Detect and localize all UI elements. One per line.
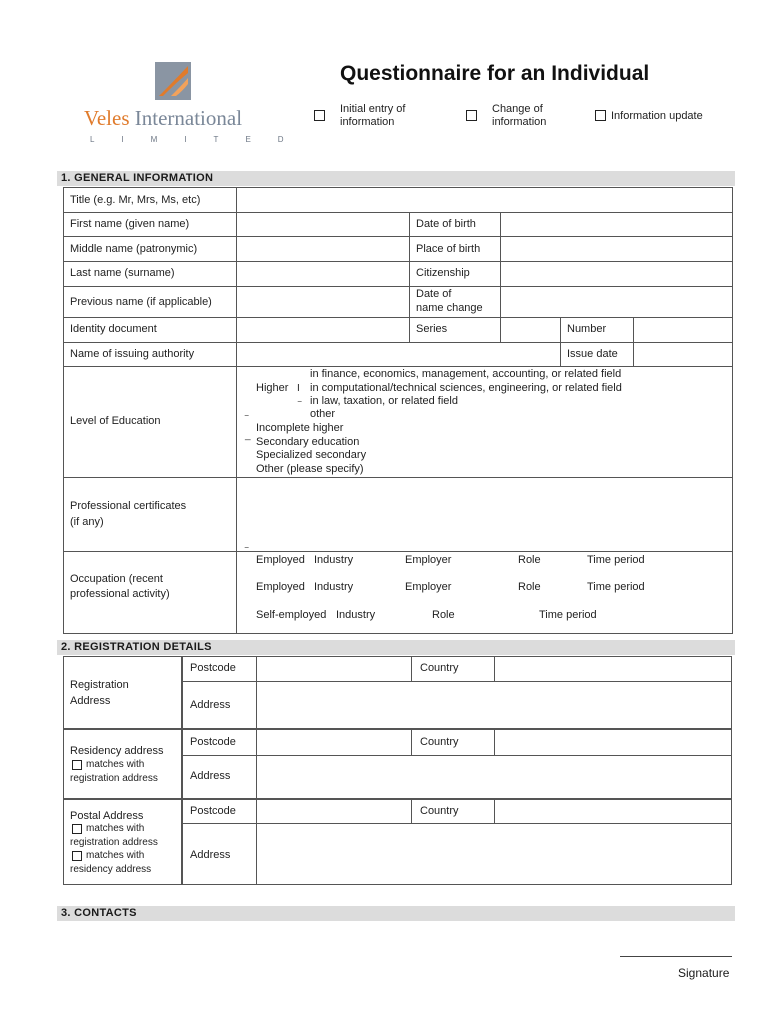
education-label: Level of Education <box>70 415 161 427</box>
date-name-change-input[interactable] <box>501 287 732 316</box>
veles-logo-icon <box>155 62 191 100</box>
occ-employed-2[interactable]: Employed <box>256 581 305 593</box>
occ-time-3: Time period <box>539 609 597 621</box>
occupation-label: Occupation (recent professional activity) <box>70 573 170 600</box>
edu-incomplete-higher[interactable]: Incomplete higher <box>256 422 344 434</box>
residency-address-label: Residency address <box>70 745 164 757</box>
first-name-label: First name (given name) <box>70 218 190 230</box>
postal-address-label: Postal Address <box>70 810 144 822</box>
date-name-change-label: Date of name change <box>416 288 483 314</box>
postal-matches-reg-label: matches with <box>86 823 145 834</box>
info-update-label: Information update <box>611 110 703 122</box>
edu-higher-marker: I <box>297 383 300 394</box>
company-name: Veles International <box>84 106 243 130</box>
occ-employer-1: Employer <box>405 554 452 566</box>
identity-document-label: Identity document <box>70 323 157 335</box>
place-of-birth-label: Place of birth <box>416 243 481 255</box>
number-label: Number <box>567 323 607 335</box>
residency-matches-label-2: registration address <box>70 773 158 784</box>
occ-role-1: Role <box>518 554 541 566</box>
issue-date-label: Issue date <box>567 348 618 360</box>
post-country-label: Country <box>420 805 459 817</box>
citizenship-label: Citizenship <box>416 267 470 279</box>
section-registration-details: 2. REGISTRATION DETAILS <box>57 640 735 655</box>
edu-opt-tech[interactable]: in computational/technical sciences, engineering, or related field <box>310 382 622 394</box>
certificates-label: Professional certificates (if any) <box>70 500 187 528</box>
change-info-checkbox[interactable] <box>466 110 477 121</box>
date-of-birth-label: Date of birth <box>416 218 476 230</box>
occ-employer-2: Employer <box>405 581 452 593</box>
reg-address-label: Address <box>190 699 231 711</box>
edu-opt-other[interactable]: other <box>310 408 336 420</box>
postal-matches-residency-checkbox[interactable] <box>72 851 82 861</box>
occ-industry-2: Industry <box>314 581 354 593</box>
post-address-input[interactable] <box>257 824 731 884</box>
occ-time-2: Time period <box>587 581 645 593</box>
res-address-label: Address <box>190 770 231 782</box>
res-country-input[interactable] <box>495 730 731 754</box>
last-name-input[interactable] <box>237 262 408 285</box>
post-country-input[interactable] <box>495 800 731 822</box>
initial-entry-checkbox[interactable] <box>314 110 325 121</box>
issuing-authority-input[interactable] <box>237 343 559 365</box>
res-postcode-label: Postcode <box>190 736 236 748</box>
postal-matches-res-label-2: residency address <box>70 864 152 875</box>
edu-secondary[interactable]: Secondary education <box>256 436 360 448</box>
reg-address-input[interactable] <box>257 682 731 728</box>
occ-self-employed[interactable]: Self-employed <box>256 609 327 621</box>
previous-name-input[interactable] <box>237 287 408 316</box>
page-title: Questionnaire for an Individual <box>340 62 650 85</box>
signature-line[interactable] <box>620 956 732 957</box>
info-update-checkbox[interactable] <box>595 110 606 121</box>
post-postcode-input[interactable] <box>257 800 410 822</box>
first-name-input[interactable] <box>237 213 408 235</box>
identity-document-input[interactable] <box>237 318 408 341</box>
middle-name-input[interactable] <box>237 237 408 260</box>
issue-date-input[interactable] <box>634 343 732 365</box>
reg-postcode-label: Postcode <box>190 662 236 674</box>
occ-industry-1: Industry <box>314 554 354 566</box>
res-country-label: Country <box>420 736 459 748</box>
edu-opt-finance[interactable]: in finance, economics, management, accounting, or related field <box>310 368 622 380</box>
initial-entry-label: Initial entry of information <box>340 103 406 128</box>
edu-opt-law[interactable]: in law, taxation, or related field <box>310 395 458 407</box>
section-contacts: 3. CONTACTS <box>57 906 735 921</box>
series-label: Series <box>416 323 448 335</box>
reg-postcode-input[interactable] <box>257 657 410 680</box>
title-input[interactable] <box>237 188 732 211</box>
postal-matches-res-label: matches with <box>86 850 145 861</box>
change-info-label: Change of information <box>492 103 547 128</box>
postal-matches-reg-label-2: registration address <box>70 837 158 848</box>
residency-matches-registration-checkbox[interactable] <box>72 760 82 770</box>
edu-specialized[interactable]: Specialized secondary <box>256 449 367 461</box>
certificates-input[interactable] <box>237 478 732 550</box>
res-postcode-input[interactable] <box>257 730 410 754</box>
signature-label: Signature <box>678 966 730 980</box>
citizenship-input[interactable] <box>501 262 732 285</box>
registration-address-label: Registration Address <box>70 679 129 707</box>
occ-time-1: Time period <box>587 554 645 566</box>
series-input[interactable] <box>501 318 559 341</box>
postal-matches-registration-checkbox[interactable] <box>72 824 82 834</box>
section-general-information: 1. GENERAL INFORMATION <box>57 171 735 186</box>
reg-country-label: Country <box>420 662 459 674</box>
occ-role-2: Role <box>518 581 541 593</box>
date-of-birth-input[interactable] <box>501 213 732 235</box>
residency-matches-label: matches with <box>86 759 145 770</box>
place-of-birth-input[interactable] <box>501 237 732 260</box>
last-name-label: Last name (surname) <box>70 267 175 279</box>
occ-employed-1[interactable]: Employed <box>256 554 305 566</box>
edu-other-specify[interactable]: Other (please specify) <box>256 463 364 475</box>
issuing-authority-label: Name of issuing authority <box>70 348 195 360</box>
title-label: Title (e.g. Mr, Mrs, Ms, etc) <box>70 194 201 206</box>
edu-higher[interactable]: Higher <box>256 382 289 394</box>
company-sub: LIMITED <box>90 135 311 144</box>
previous-name-label: Previous name (if applicable) <box>70 296 212 308</box>
post-address-label: Address <box>190 849 231 861</box>
occ-role-3: Role <box>432 609 455 621</box>
post-postcode-label: Postcode <box>190 805 236 817</box>
middle-name-label: Middle name (patronymic) <box>70 243 198 255</box>
res-address-input[interactable] <box>257 756 731 798</box>
number-input[interactable] <box>634 318 732 341</box>
reg-country-input[interactable] <box>495 657 731 680</box>
occ-industry-3: Industry <box>336 609 376 621</box>
